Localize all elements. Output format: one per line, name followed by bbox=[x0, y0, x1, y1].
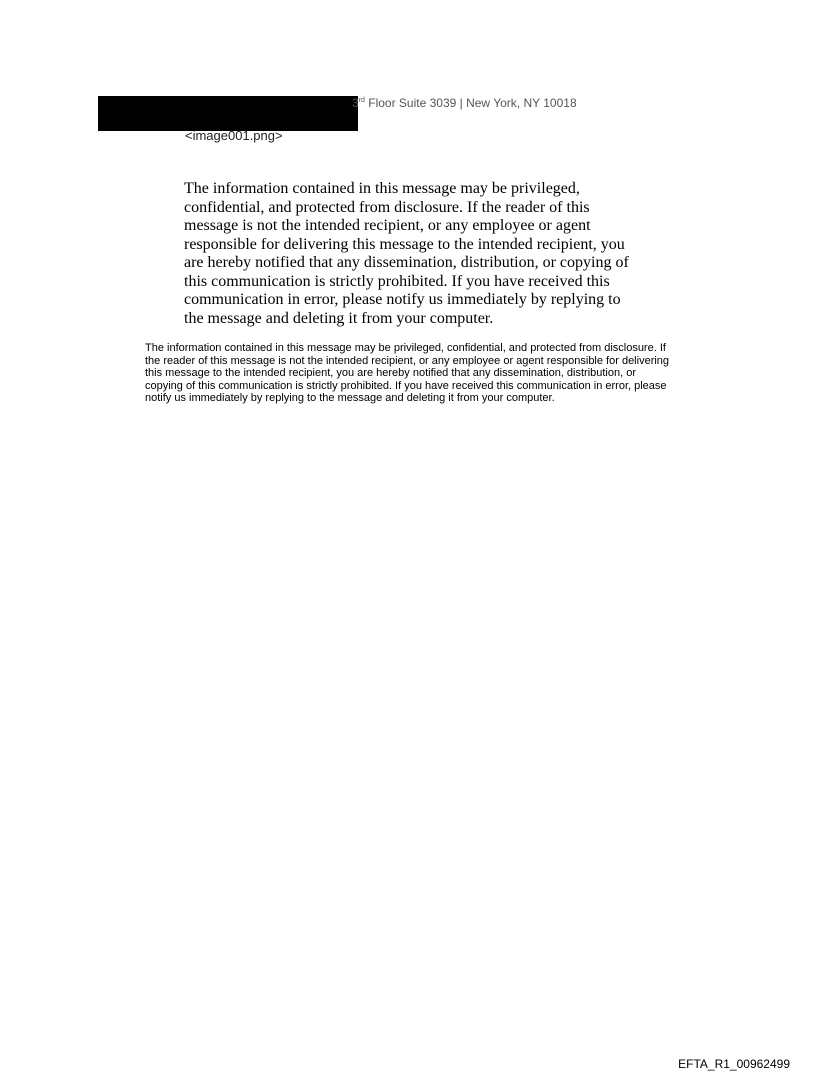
bates-number: EFTA_R1_00962499 bbox=[678, 1057, 790, 1071]
address-floor-number: 3 bbox=[352, 96, 359, 110]
address-rest: Floor Suite 3039 | New York, NY 10018 bbox=[364, 96, 577, 110]
confidentiality-disclaimer-serif: The information contained in this message may be privileged, confidential, and protected from disclosure. If the reader of this message is not the intended recipient, or any employee or agent responsible for delivering this message to the intended recipient, you are hereby notified that any dissemination, distribution, or copying of this communication is strictly prohibited. If you have received this communication in error, please notify us immediately by replying to the message and deleting it from your computer. bbox=[184, 180, 629, 327]
image-placeholder: <image001.png> bbox=[185, 128, 283, 143]
confidentiality-disclaimer-sans: The information contained in this message may be privileged, confidential, and protected from disclosure. If the reader of this message is not the intended recipient, or any employee or agent responsible for delivering this message to the intended recipient, you are hereby notified that any dissemination, distribution, or copying of this communication is strictly prohibited. If you have received this communication in error, please notify us immediately by replying to the message and deleting it from your computer. bbox=[145, 342, 670, 405]
signature-address bbox=[352, 96, 577, 110]
redaction-block bbox=[98, 96, 358, 131]
address-floor-suffix: rd bbox=[358, 97, 365, 104]
